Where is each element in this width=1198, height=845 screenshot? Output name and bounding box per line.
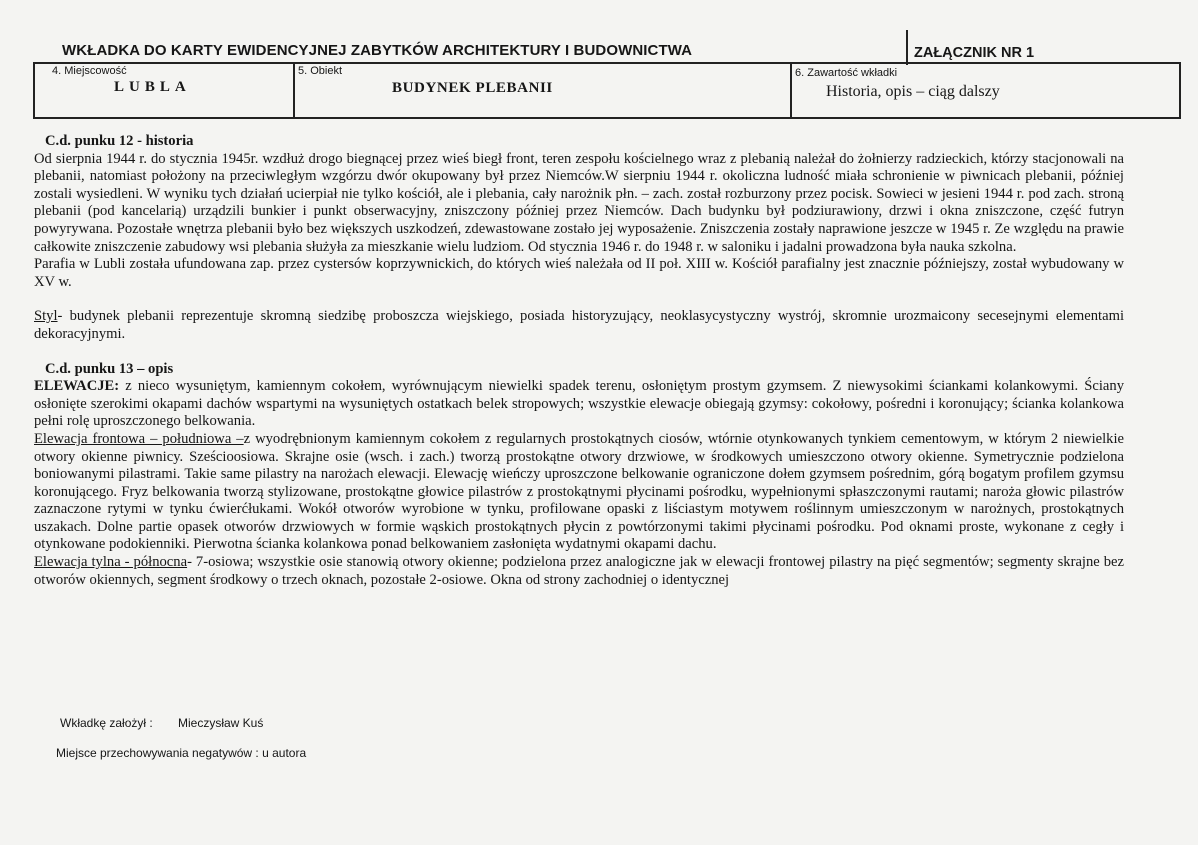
spacer [34, 291, 1124, 308]
front-elevation-paragraph [34, 431, 1124, 554]
description-heading: C.d. punku 13 – opis [45, 360, 174, 377]
rear-elevation-text: - 7-osiowa; wszystkie osie stanowią otwory okienne; podzielona przez analogiczne jak w elewacji frontowej pilastry na pięć segmentów; segmenty skrajne bez otworów okiennych, segment środkowy o trzech oknach, pozostałe 2-osiowe. Okna od strony zachodniej o identycznej [34, 554, 1125, 588]
rear-elevation-label: Elewacja tylna - północna [34, 554, 188, 571]
author-label: Wkładkę założył : [60, 716, 153, 730]
elevations-paragraph [34, 378, 1124, 431]
table-bottom-rule [33, 117, 1181, 119]
front-elevation-label: Elewacja frontowa – południowa – [34, 430, 244, 447]
table-divider-2 [790, 62, 792, 119]
table-divider-1 [293, 62, 295, 119]
contents-label: 6. Zawartość wkładki [795, 67, 898, 79]
negatives-location: Miejsce przechowywania negatywów : u autora [56, 746, 307, 760]
table-top-rule [33, 62, 1181, 64]
locality-value: LUBLA [114, 79, 191, 95]
table-left-border [33, 62, 35, 119]
annex-divider [906, 30, 908, 65]
history-paragraph: Od sierpnia 1944 r. do stycznia 1945r. wzdłuż drogo biegnącej przez wieś biegł front, teren zespołu kościelnego wraz z plebanią należał do żołnierzy radzieckich, którzy stacjonowali na plebanii, natomiast położony na przeciwległym wzgórzu dwór okupowany był przez Niemców.W sierpniu 1944 r. okoliczna ludność miała schronienie w piwnicach plebanii, później zostali wysiedleni. W wyniku tych działań ucierpiał nie tylko kościół, ale i plebania, cały narożnik płn. – zach. został rozburzony przez pocisk. Sowieci w jesieni 1944 r. pod zach. stroną plebanii (pod kancelarią) urządzili bunkier i punkt obserwacyjny, zniszczony później przez Niemców. Dach budynku był podziurawiony, drzwi i okna zniszczone, część futryn powyrywana. Pozostałe wnętrza plebanii było bez większych uszkodzeń, zdewastowane zostało jej wyposażenie. Zniszczenia zostały naprawione jeszcze w 1945 r. Ze względu na prawie całkowite zniszczenie zabudowy wsi plebania służyła za mieszkanie wielu ludziom. Od stycznia 1946 r. do 1948 r. w saloniku i jadalni prowadzona była nauka szkolna. [34, 150, 1124, 255]
annex-label: ZAŁĄCZNIK NR 1 [914, 45, 1035, 61]
style-text: - budynek plebanii reprezentuje skromną siedzibę proboszcza wiejskiego, posiada historyzujący, neoklasycystyczny wystrój, skromnie urozmaicony secesejnymi elementami dekoracyjnymi. [34, 308, 1124, 342]
form-title: WKŁADKA DO KARTY EWIDENCYJNEJ ZABYTKÓW ARCHITEKTURY I BUDOWNICTWA [62, 42, 693, 59]
table-right-border [1179, 62, 1181, 119]
style-label: Styl [34, 308, 58, 325]
elevations-label: ELEWACJE: [34, 378, 120, 395]
elevations-text: z nieco wysuniętym, kamiennym cokołem, wyrównującym niewielki spadek terenu, osłoniętym prostym gzymsem. Z niewysokimi ściankami kolankowymi. Ściany osłonięte szerokimi okapami dachów wspartymi na wysuniętych ostatkach belek stropowych; wszystkie elewacje obiegają gzymsy: cokołowy, pośredni i koronujący; ścianka kolankowa pełni rolę uproszczonego belkowania. [34, 378, 1124, 430]
locality-label: 4. Miejscowość [52, 65, 127, 77]
author-value: Mieczysław Kuś [178, 716, 264, 730]
front-elevation-text: z wyodrębnionym kamiennym cokołem z regularnych prostokątnych ciosów, wtórnie otynkowanych tynkiem cementowym, w którym 2 niewielkie otwory okienne piwnicy. Sześcioosiowa. Skrajne osie (wsch. i zach.) tworzą prostokątne otwory drzwiowe, w środkowych umieszczono otwory okienne. Symetrycznie podzielona boniowanymi pilastrami. Takie same pilastry na narożach elewacji. Elewację wieńczy uproszczone belkowanie ograniczone dołem gzymsem pośrednim, górą bogatym profilem gzymsu koronującego. Fryz belkowania tworzą stylizowane, prostokątne głowice pilastrów z prostokątnymi płycinami pośrodku, wypełnionymi spłaszczonymi rautami; naroża głowic pilastrów zaznaczone rytymi w tynku ćwierćłukami. Wokół otworów wyrobione w tynku, profilowane opaski z liściastym motywem roślinnym umieszczonym w narożnych, prostokątnych uszakach. Dolne partie opasek otworów drzwiowych w formie wąskich prostokątnych płycin z powtórzonymi takimi płycinami pośrodku. Pod oknami proste, wykonane z cegły i otynkowane podokienniki. Pierwotna ścianka kolankowa ponad belkowaniem zasłonięta wydatnymi okapami dachu. [34, 430, 1124, 553]
object-value: BUDYNEK PLEBANII [392, 80, 553, 96]
history-heading: C.d. punku 12 - historia [45, 133, 194, 149]
style-paragraph [34, 308, 1124, 343]
object-label: 5. Obiekt [298, 65, 343, 77]
rear-elevation-paragraph [34, 554, 1124, 589]
spacer [34, 344, 1124, 361]
document-body [34, 133, 1124, 589]
contents-value: Historia, opis – ciąg dalszy [826, 83, 1000, 100]
parish-paragraph: Parafia w Lubli została ufundowana zap. przez cystersów koprzywnickich, do których wieś należała od II poł. XIII w. Kościół parafialny jest znacznie późniejszy, został wybudowany w XV w. [34, 256, 1124, 290]
